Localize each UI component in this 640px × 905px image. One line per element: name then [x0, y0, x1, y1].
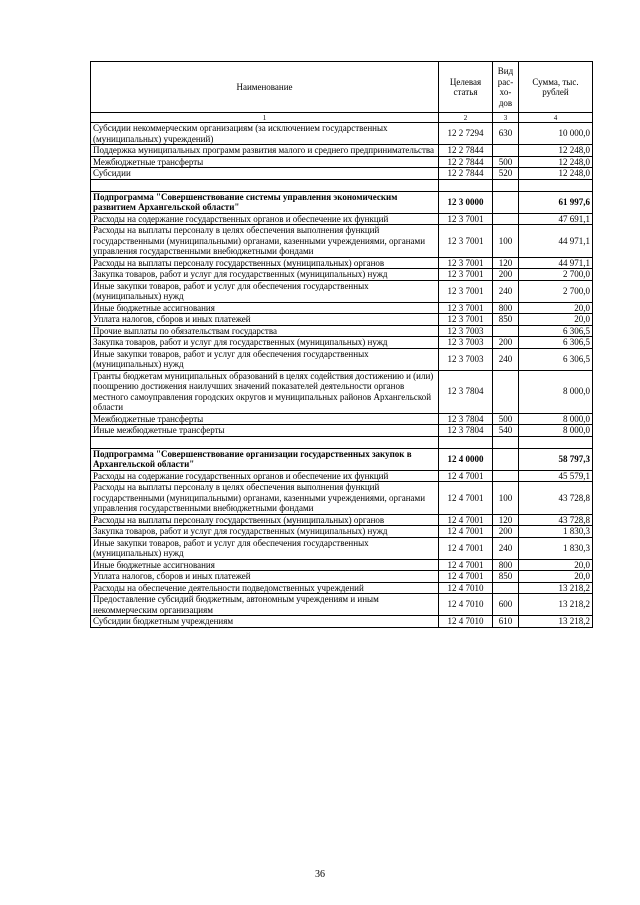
- cell-name: Иные закупки товаров, работ и услуг для обеспечения государственных (муниципальных) нужд: [91, 348, 439, 370]
- table-row: [91, 302, 593, 314]
- cell-vid: 630: [493, 123, 519, 145]
- cell-vid: 500: [493, 156, 519, 168]
- cell-code: 12 3 7804: [439, 425, 493, 437]
- column-number: 2: [439, 113, 493, 123]
- table-row: [91, 225, 593, 258]
- cell-vid: 240: [493, 348, 519, 370]
- cell-vid: 500: [493, 413, 519, 425]
- table-row: [91, 616, 593, 628]
- cell-vid: [493, 448, 519, 470]
- cell-code: 12 3 7001: [439, 280, 493, 302]
- cell-code: 12 3 7003: [439, 325, 493, 337]
- table-row: [91, 213, 593, 225]
- cell-sum: 44 971,1: [519, 257, 593, 269]
- cell-sum: 43 728,8: [519, 514, 593, 526]
- cell-name: Расходы на выплаты персоналу в целях обеспечения выполнения функций государственными (муниципальными) органами, казенными учреждениями, органами управления государственными внебюджетными фондами: [91, 225, 439, 258]
- cell-name: Подпрограмма "Совершенствование организации государственных закупок в Архангельской области": [91, 448, 439, 470]
- cell-sum: 12 248,0: [519, 168, 593, 180]
- cell-name: Расходы на содержание государственных органов и обеспечение их функций: [91, 213, 439, 225]
- cell-vid: [493, 470, 519, 482]
- cell-sum: 20,0: [519, 314, 593, 326]
- cell-sum: 10 000,0: [519, 123, 593, 145]
- cell-vid: 610: [493, 616, 519, 628]
- cell-code: 12 4 7001: [439, 571, 493, 583]
- cell-code: 12 2 7844: [439, 145, 493, 157]
- cell-name: Иные закупки товаров, работ и услуг для обеспечения государственных (муниципальных) нужд: [91, 280, 439, 302]
- table-row: [91, 559, 593, 571]
- cell-sum: 8 000,0: [519, 425, 593, 437]
- empty-cell: [439, 436, 493, 448]
- cell-vid: 200: [493, 337, 519, 349]
- cell-code: 12 4 7010: [439, 582, 493, 594]
- cell-name: Иные бюджетные ассигнования: [91, 559, 439, 571]
- empty-cell: [519, 179, 593, 191]
- cell-code: 12 3 7804: [439, 370, 493, 413]
- cell-sum: 43 728,8: [519, 482, 593, 515]
- cell-name: Иные бюджетные ассигнования: [91, 302, 439, 314]
- page-number: 36: [315, 869, 325, 880]
- spacer-row: [91, 179, 593, 191]
- cell-vid: 850: [493, 314, 519, 326]
- cell-vid: [493, 325, 519, 337]
- cell-code: 12 4 7010: [439, 616, 493, 628]
- cell-name: Прочие выплаты по обязательствам государства: [91, 325, 439, 337]
- table-row: [91, 370, 593, 413]
- cell-code: 12 3 7003: [439, 348, 493, 370]
- table-row: [91, 156, 593, 168]
- cell-name: Расходы на выплаты персоналу государственных (муниципальных) органов: [91, 257, 439, 269]
- cell-sum: 8 000,0: [519, 413, 593, 425]
- cell-vid: 200: [493, 269, 519, 281]
- cell-vid: 800: [493, 559, 519, 571]
- cell-vid: [493, 145, 519, 157]
- budget-table-container: [90, 61, 592, 628]
- cell-vid: 100: [493, 225, 519, 258]
- cell-vid: 120: [493, 514, 519, 526]
- cell-name: Расходы на содержание государственных органов и обеспечение их функций: [91, 470, 439, 482]
- cell-vid: [493, 191, 519, 213]
- table-row: [91, 257, 593, 269]
- empty-cell: [91, 179, 439, 191]
- cell-code: 12 4 7001: [439, 470, 493, 482]
- cell-sum: 47 691,1: [519, 213, 593, 225]
- cell-code: 12 3 7001: [439, 314, 493, 326]
- cell-name: Межбюджетные трансферты: [91, 156, 439, 168]
- table-row: [91, 191, 593, 213]
- cell-code: 12 2 7844: [439, 156, 493, 168]
- table-row: [91, 314, 593, 326]
- header-vid: Вид рас- хо- дов: [493, 62, 519, 113]
- cell-sum: 12 248,0: [519, 145, 593, 157]
- table-row: [91, 348, 593, 370]
- cell-name: Иные межбюджетные трансферты: [91, 425, 439, 437]
- cell-sum: 1 830,3: [519, 537, 593, 559]
- cell-code: 12 3 7001: [439, 225, 493, 258]
- header-sum: Сумма, тыс. рублей: [519, 62, 593, 113]
- cell-name: Иные закупки товаров, работ и услуг для обеспечения государственных (муниципальных) нужд: [91, 537, 439, 559]
- cell-code: 12 3 7001: [439, 302, 493, 314]
- cell-vid: 540: [493, 425, 519, 437]
- cell-vid: 520: [493, 168, 519, 180]
- cell-name: Закупка товаров, работ и услуг для государственных (муниципальных) нужд: [91, 526, 439, 538]
- header-row: [91, 62, 593, 113]
- cell-sum: 45 579,1: [519, 470, 593, 482]
- cell-sum: 58 797,3: [519, 448, 593, 470]
- cell-vid: 200: [493, 526, 519, 538]
- spacer-row: [91, 436, 593, 448]
- column-number: 4: [519, 113, 593, 123]
- table-row: [91, 470, 593, 482]
- table-row: [91, 413, 593, 425]
- cell-sum: 6 306,5: [519, 348, 593, 370]
- table-row: [91, 482, 593, 515]
- column-number: 1: [91, 113, 439, 123]
- cell-sum: 2 700,0: [519, 269, 593, 281]
- cell-vid: [493, 213, 519, 225]
- cell-name: Межбюджетные трансферты: [91, 413, 439, 425]
- table-row: [91, 168, 593, 180]
- cell-sum: 20,0: [519, 571, 593, 583]
- cell-vid: 120: [493, 257, 519, 269]
- table-row: [91, 145, 593, 157]
- cell-code: 12 4 7010: [439, 594, 493, 616]
- table-row: [91, 325, 593, 337]
- cell-name: Субсидии бюджетным учреждениям: [91, 616, 439, 628]
- cell-sum: 44 971,1: [519, 225, 593, 258]
- cell-name: Субсидии: [91, 168, 439, 180]
- cell-code: 12 3 7003: [439, 337, 493, 349]
- cell-code: 12 3 0000: [439, 191, 493, 213]
- cell-name: Подпрограмма "Совершенствование системы управления экономическим развитием Архангельской области": [91, 191, 439, 213]
- table-body: [91, 123, 593, 628]
- table-row: [91, 280, 593, 302]
- cell-vid: [493, 582, 519, 594]
- table-row: [91, 571, 593, 583]
- budget-table: [90, 61, 593, 628]
- header-name: Наименование: [91, 62, 439, 113]
- table-row: [91, 448, 593, 470]
- cell-name: Расходы на обеспечение деятельности подведомственных учреждений: [91, 582, 439, 594]
- cell-sum: 13 218,2: [519, 582, 593, 594]
- cell-code: 12 2 7294: [439, 123, 493, 145]
- cell-name: Гранты бюджетам муниципальных образований в целях содействия достижению и (или) поощрению достижения наилучших значений показателей деятельности органов местного самоуправления городских округов и муниципальных районов Архангельской области: [91, 370, 439, 413]
- cell-code: 12 3 7804: [439, 413, 493, 425]
- cell-name: Закупка товаров, работ и услуг для государственных (муниципальных) нужд: [91, 337, 439, 349]
- cell-sum: 6 306,5: [519, 337, 593, 349]
- cell-sum: 8 000,0: [519, 370, 593, 413]
- cell-sum: 6 306,5: [519, 325, 593, 337]
- cell-code: 12 3 7001: [439, 269, 493, 281]
- empty-cell: [493, 436, 519, 448]
- table-row: [91, 514, 593, 526]
- cell-code: 12 4 7001: [439, 526, 493, 538]
- cell-vid: [493, 370, 519, 413]
- cell-vid: 100: [493, 482, 519, 515]
- cell-code: 12 3 7001: [439, 213, 493, 225]
- column-number: 3: [493, 113, 519, 123]
- cell-sum: 13 218,2: [519, 594, 593, 616]
- cell-vid: 240: [493, 280, 519, 302]
- cell-code: 12 4 0000: [439, 448, 493, 470]
- cell-code: 12 2 7844: [439, 168, 493, 180]
- column-number-row: [91, 113, 593, 123]
- table-row: [91, 537, 593, 559]
- table-row: [91, 582, 593, 594]
- cell-name: Предоставление субсидий бюджетным, автономным учреждениям и иным некоммерческим организациям: [91, 594, 439, 616]
- cell-sum: 61 997,6: [519, 191, 593, 213]
- cell-vid: 240: [493, 537, 519, 559]
- cell-name: Уплата налогов, сборов и иных платежей: [91, 571, 439, 583]
- empty-cell: [493, 179, 519, 191]
- cell-name: Поддержка муниципальных программ развития малого и среднего предпринимательства: [91, 145, 439, 157]
- header-code: Целевая статья: [439, 62, 493, 113]
- cell-vid: 800: [493, 302, 519, 314]
- cell-code: 12 4 7001: [439, 482, 493, 515]
- empty-cell: [439, 179, 493, 191]
- cell-name: Закупка товаров, работ и услуг для государственных (муниципальных) нужд: [91, 269, 439, 281]
- cell-code: 12 3 7001: [439, 257, 493, 269]
- cell-vid: 600: [493, 594, 519, 616]
- cell-code: 12 4 7001: [439, 514, 493, 526]
- table-row: [91, 425, 593, 437]
- cell-vid: 850: [493, 571, 519, 583]
- cell-sum: 12 248,0: [519, 156, 593, 168]
- cell-code: 12 4 7001: [439, 559, 493, 571]
- cell-name: Субсидии некоммерческим организациям (за исключением государственных (муниципальных) учреждений): [91, 123, 439, 145]
- cell-name: Расходы на выплаты персоналу в целях обеспечения выполнения функций государственными (муниципальными) органами, казенными учреждениями, органами управления государственными внебюджетными фондами: [91, 482, 439, 515]
- table-row: [91, 269, 593, 281]
- cell-name: Расходы на выплаты персоналу государственных (муниципальных) органов: [91, 514, 439, 526]
- cell-name: Уплата налогов, сборов и иных платежей: [91, 314, 439, 326]
- table-row: [91, 123, 593, 145]
- cell-sum: 20,0: [519, 559, 593, 571]
- cell-sum: 1 830,3: [519, 526, 593, 538]
- table-row: [91, 526, 593, 538]
- empty-cell: [519, 436, 593, 448]
- empty-cell: [91, 436, 439, 448]
- table-row: [91, 594, 593, 616]
- cell-code: 12 4 7001: [439, 537, 493, 559]
- cell-sum: 13 218,2: [519, 616, 593, 628]
- cell-sum: 2 700,0: [519, 280, 593, 302]
- cell-sum: 20,0: [519, 302, 593, 314]
- table-row: [91, 337, 593, 349]
